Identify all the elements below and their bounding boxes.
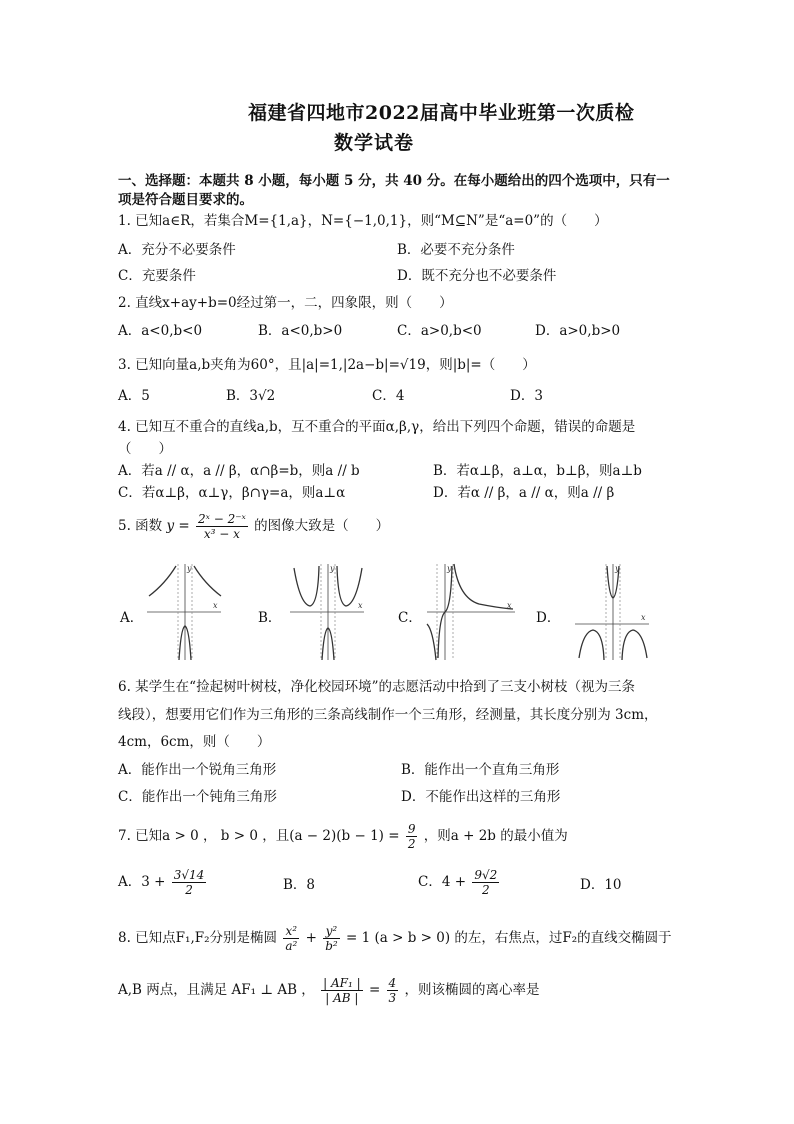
q5-fraction	[196, 512, 248, 541]
graph-a-curve-left	[149, 566, 176, 596]
q7-fraction	[406, 822, 418, 851]
q8-plus: +	[305, 930, 317, 946]
q8-x-numerator: x²	[283, 924, 299, 939]
q6-option-c: C．能作出一个钝角三角形	[118, 789, 277, 805]
graph-b-curve-right	[337, 566, 362, 606]
graph-d-y-label: y	[615, 564, 620, 573]
q5-label-a: A．	[120, 610, 144, 626]
q8-value-denominator: 3	[388, 991, 397, 1005]
q6-option-b: B．能作出一个直角三角形	[401, 762, 560, 778]
q6-option-a: A．能作出一个锐角三角形	[118, 762, 277, 778]
q7-option-b: B．8	[283, 877, 316, 893]
q6-stem-line3: 4cm，6cm，则（ ）	[118, 734, 271, 750]
q5-prefix: 5. 函数	[118, 518, 163, 534]
q5-denominator: x³ − x	[203, 527, 240, 541]
q1-option-c: C．充要条件	[118, 268, 196, 284]
graph-d-curve-left	[579, 630, 604, 660]
q5-label-d: D．	[536, 610, 561, 626]
q8-mid: = 1 (a > b > 0) 的左，右焦点，过F₂的直线交椭圆于	[346, 930, 672, 946]
q7-a-fraction	[172, 868, 207, 897]
q5-graph-b	[288, 562, 368, 662]
graph-c-curve-left	[427, 624, 436, 660]
q4-option-d: D．若α // β，a // α，则a // β	[433, 485, 615, 501]
graph-b-y-label: y	[330, 564, 335, 573]
q8-fraction-value	[387, 976, 399, 1005]
q5-label-c: C．	[398, 610, 422, 626]
q3-stem: 3. 已知向量a,b夹角为60°，且|a|=1,|2a−b|=√19，则|b|=（ ）	[118, 357, 536, 373]
graph-c-curve-right	[454, 564, 513, 609]
q8-ratio-denominator: | AB |	[325, 991, 359, 1005]
q8-fraction-ratio	[321, 976, 363, 1005]
graph-b-x-label: x	[358, 601, 363, 610]
q7-c-fraction	[472, 868, 499, 897]
q8-equals: =	[368, 982, 381, 998]
q5-suffix: 的图像大致是（ ）	[254, 518, 390, 534]
q3-option-c: C．4	[372, 388, 405, 404]
q8-y-numerator: y²	[323, 924, 340, 939]
q5-graph-a	[145, 562, 225, 662]
q3-option-d: D．3	[510, 388, 543, 404]
q7-prefix: 7. 已知a > 0 ， b > 0 ，且(a − 2)(b − 1) =	[118, 828, 400, 844]
graph-c-y-label: y	[447, 564, 452, 573]
q7-a-denominator: 2	[185, 883, 193, 897]
q4-option-c: C．若α⊥β，α⊥γ，β∩γ=a，则a⊥α	[118, 485, 346, 501]
q7-a-numerator: 3√14	[173, 868, 205, 882]
q7-c-denominator: 2	[481, 883, 490, 897]
q7-option-d: D．10	[580, 877, 622, 893]
q8-stem-line1	[118, 924, 672, 953]
q6-option-d: D．不能作出这样的三角形	[401, 789, 561, 805]
q7-option-a	[118, 868, 208, 897]
q6-stem-line2: 线段），想要用它们作为三角形的三条高线制作一个三角形，经测量，其长度分别为 3cm，	[118, 707, 658, 723]
graph-a-curve-right	[194, 566, 221, 596]
q5-numerator: 2ˣ − 2⁻ˣ	[198, 512, 246, 526]
q4-option-b: B．若α⊥β，a⊥α，b⊥β，则a⊥b	[433, 463, 642, 479]
q8-fraction-y	[323, 924, 340, 953]
exam-subtitle: 数学试卷	[334, 132, 415, 154]
q2-option-d: D．a>0,b>0	[535, 323, 621, 339]
graph-d-curve-right	[622, 630, 647, 660]
q2-option-c: C．a>0,b<0	[397, 323, 482, 339]
q6-stem-line1: 6. 某学生在“捡起树叶树枝，净化校园环境”的志愿活动中拾到了三支小树枝（视为三条	[118, 679, 635, 695]
q1-option-a: A．充分不必要条件	[118, 242, 236, 258]
q3-option-b: B．3√2	[226, 388, 276, 404]
graph-b-curve-left	[294, 566, 319, 606]
q8-line2-suffix: ，则该椭圆的离心率是	[404, 982, 540, 998]
graph-d-x-label: x	[641, 613, 646, 622]
graph-a-x-label: x	[213, 601, 218, 610]
q5-label-b: B．	[258, 610, 282, 626]
section-heading-line1: 一、选择题：本题共 8 小题，每小题 5 分，共 40 分。在每小题给出的四个选项中，只有一	[118, 173, 670, 189]
q8-stem-line2	[118, 976, 539, 1005]
q7-suffix: ，则a + 2b 的最小值为	[423, 828, 568, 844]
section-heading-line2: 项是符合题目要求的。	[118, 192, 253, 208]
graph-c-x-label: x	[507, 601, 512, 610]
q8-y-denominator: b²	[325, 939, 338, 953]
q2-option-b: B．a<0,b>0	[258, 323, 343, 339]
q3-option-a: A．5	[118, 388, 150, 404]
q7-a-prefix: A．3 +	[118, 874, 166, 890]
q4-option-a: A．若a // α，a // β，α∩β=b，则a // b	[118, 463, 360, 479]
q4-paren: （ ）	[118, 441, 172, 457]
exam-title: 福建省四地市2022届高中毕业班第一次质检	[248, 102, 635, 124]
q8-ratio-numerator: | AF₁ |	[323, 976, 361, 990]
q7-stem	[118, 822, 568, 851]
q2-stem: 2. 直线x+ay+b=0经过第一，二，四象限，则（ ）	[118, 295, 453, 311]
q1-stem: 1. 已知a∈R，若集合M={1,a}，N={−1,0,1}，则“M⊆N”是“a=0”的（ ）	[118, 213, 608, 229]
q1-option-b: B．必要不充分条件	[397, 242, 515, 258]
q8-value-numerator: 4	[388, 976, 397, 990]
q7-c-prefix: C．4 +	[418, 874, 467, 890]
q5-graph-d	[573, 562, 653, 662]
q8-x-denominator: a²	[285, 939, 298, 953]
q8-prefix: 8. 已知点F₁,F₂分别是椭圆	[118, 930, 278, 946]
q2-option-a: A．a<0,b<0	[118, 323, 203, 339]
q5-y: y =	[166, 518, 190, 534]
q7-c-numerator: 9√2	[474, 868, 498, 882]
q7-option-c	[418, 868, 501, 897]
q4-stem: 4. 已知互不重合的直线a,b，互不重合的平面α,β,γ，给出下列四个命题，错误的命题是	[118, 419, 636, 435]
q7-numerator: 9	[407, 822, 416, 836]
q8-fraction-x	[283, 924, 299, 953]
graph-a-y-label: y	[187, 564, 192, 573]
q7-denominator: 2	[407, 837, 416, 851]
q5-stem	[118, 512, 389, 541]
q8-line2-prefix: A,B 两点，且满足 AF₁ ⊥ AB ，	[118, 982, 315, 998]
q5-graph-c	[425, 562, 519, 662]
q1-option-d: D．既不充分也不必要条件	[397, 268, 557, 284]
